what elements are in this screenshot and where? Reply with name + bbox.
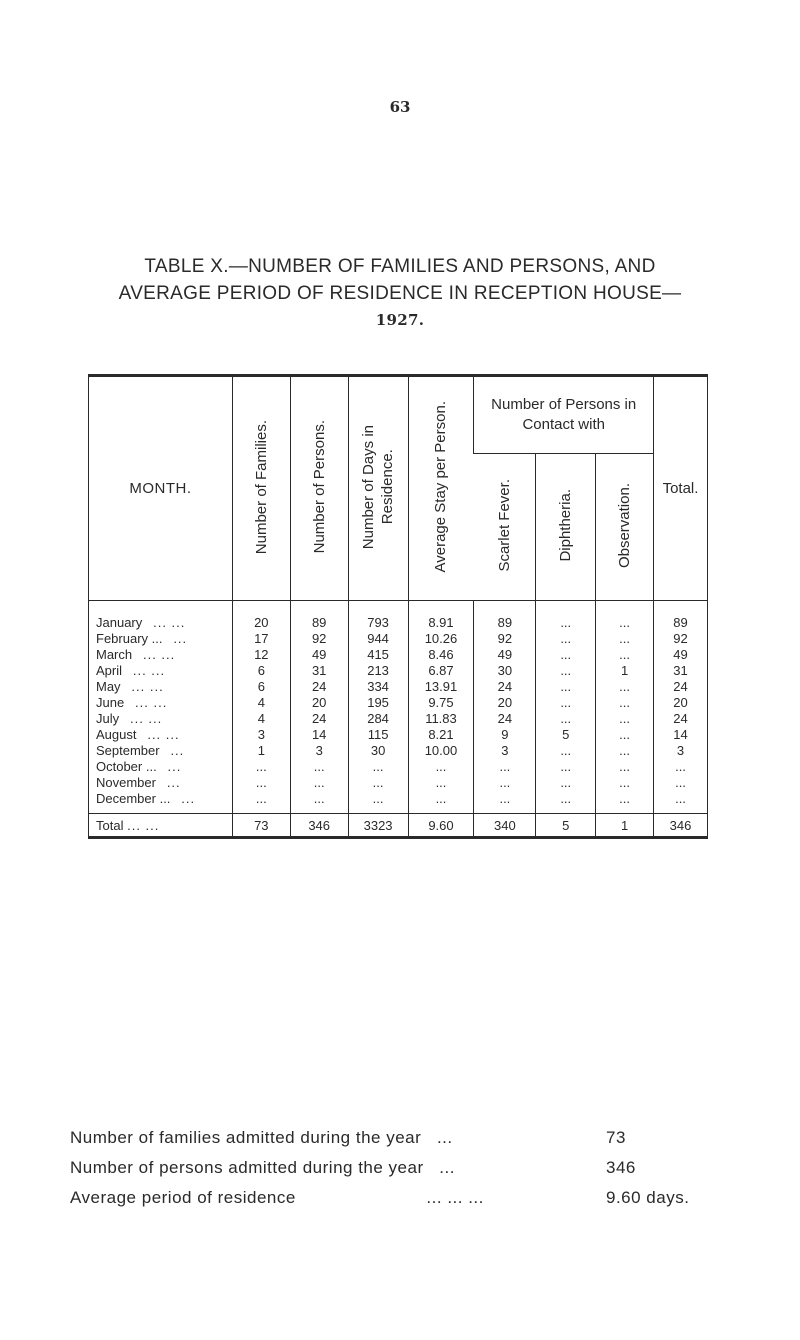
total-families: 73: [232, 814, 290, 838]
families-cell: 12: [232, 647, 290, 663]
persons-cell: 24: [290, 711, 348, 727]
summary-leader: ...: [439, 1158, 455, 1177]
header-average-label: Average Stay per Person.: [432, 401, 450, 573]
table-row: [89, 695, 708, 711]
table-row: [89, 791, 708, 814]
total-cell: 24: [654, 679, 708, 695]
days-cell: ...: [348, 759, 408, 775]
month-leader: ... ...: [142, 647, 176, 662]
month-cell: [89, 791, 233, 814]
table-row: [89, 647, 708, 663]
observation-cell: ...: [596, 647, 654, 663]
header-diphtheria: [536, 454, 596, 601]
average-cell: 8.46: [408, 647, 474, 663]
average-cell: ...: [408, 775, 474, 791]
scarlet-cell: 9: [474, 727, 536, 743]
observation-cell: ...: [596, 601, 654, 632]
table-title: [40, 253, 760, 334]
total-total: 346: [654, 814, 708, 838]
month-label: June: [96, 695, 125, 710]
total-scarlet: 340: [474, 814, 536, 838]
month-cell: [89, 679, 233, 695]
families-cell: 6: [232, 663, 290, 679]
diphtheria-cell: ...: [536, 775, 596, 791]
diphtheria-cell: ...: [536, 647, 596, 663]
header-scarlet-label: Scarlet Fever.: [496, 479, 514, 572]
average-cell: 8.91: [408, 601, 474, 632]
page-number: 63: [389, 98, 411, 116]
diphtheria-cell: ...: [536, 631, 596, 647]
summary-label: Average period of residence: [70, 1188, 296, 1207]
total-persons: 346: [290, 814, 348, 838]
average-cell: 8.21: [408, 727, 474, 743]
total-leader: ... ...: [127, 818, 160, 833]
persons-cell: 92: [290, 631, 348, 647]
days-cell: 115: [348, 727, 408, 743]
month-leader: ... ...: [131, 679, 164, 694]
month-leader: ... ...: [153, 615, 186, 630]
total-cell: ...: [654, 791, 708, 814]
table-row: [89, 601, 708, 632]
table-row: [89, 775, 708, 791]
table-row: [89, 743, 708, 759]
month-leader: ...: [166, 775, 181, 790]
month-label: October ...: [96, 759, 157, 774]
observation-cell: ...: [596, 759, 654, 775]
average-cell: 13.91: [408, 679, 474, 695]
title-year: 1927.: [375, 311, 425, 329]
days-cell: ...: [348, 791, 408, 814]
header-average: [408, 376, 474, 601]
total-cell: ...: [654, 775, 708, 791]
average-cell: 11.83: [408, 711, 474, 727]
month-cell: [89, 601, 233, 632]
diphtheria-cell: 5: [536, 727, 596, 743]
total-month-cell: [89, 814, 233, 838]
total-cell: 89: [654, 601, 708, 632]
families-cell: 6: [232, 679, 290, 695]
table-row: [89, 759, 708, 775]
scarlet-cell: 24: [474, 711, 536, 727]
average-cell: 10.00: [408, 743, 474, 759]
total-cell: 3: [654, 743, 708, 759]
summary-label: Number of persons admitted during the year: [70, 1158, 424, 1177]
scarlet-cell: 49: [474, 647, 536, 663]
total-cell: 92: [654, 631, 708, 647]
summary-value: 73: [606, 1128, 626, 1147]
month-label: January: [96, 615, 143, 630]
days-cell: 415: [348, 647, 408, 663]
average-cell: 9.75: [408, 695, 474, 711]
header-contact-group: Number of Persons in Contact with: [474, 376, 654, 454]
header-month: MONTH.: [89, 376, 233, 601]
observation-cell: ...: [596, 791, 654, 814]
header-families-label: Number of Families.: [252, 419, 270, 555]
scarlet-cell: ...: [474, 775, 536, 791]
month-cell: [89, 647, 233, 663]
summary-row: [70, 1123, 626, 1153]
observation-cell: ...: [596, 695, 654, 711]
observation-cell: 1: [596, 663, 654, 679]
observation-cell: ...: [596, 679, 654, 695]
summary-value: 346: [606, 1158, 636, 1177]
total-cell: 14: [654, 727, 708, 743]
header-persons-label: Number of Persons.: [310, 420, 328, 554]
observation-cell: ...: [596, 775, 654, 791]
scarlet-cell: 92: [474, 631, 536, 647]
total-diphtheria: 5: [536, 814, 596, 838]
title-line-1: TABLE X.—NUMBER OF FAMILIES AND PERSONS, AND: [144, 256, 656, 277]
total-cell: 24: [654, 711, 708, 727]
days-cell: 195: [348, 695, 408, 711]
average-cell: 6.87: [408, 663, 474, 679]
table-row: [89, 711, 708, 727]
header-total: Total.: [654, 376, 708, 601]
scarlet-cell: 89: [474, 601, 536, 632]
header-persons: [290, 376, 348, 601]
total-days: 3323: [348, 814, 408, 838]
diphtheria-cell: ...: [536, 711, 596, 727]
month-cell: [89, 663, 233, 679]
persons-cell: 3: [290, 743, 348, 759]
observation-cell: ...: [596, 743, 654, 759]
days-cell: 793: [348, 601, 408, 632]
families-cell: 4: [232, 695, 290, 711]
total-average: 9.60: [408, 814, 474, 838]
header-observation-label: Observation.: [616, 482, 634, 569]
month-cell: [89, 775, 233, 791]
families-cell: ...: [232, 791, 290, 814]
summary-label: Number of families admitted during the year: [70, 1128, 422, 1147]
header-scarlet: [474, 454, 536, 601]
table-row: [89, 679, 708, 695]
table-row: [89, 727, 708, 743]
month-label: November: [96, 775, 156, 790]
total-cell: 31: [654, 663, 708, 679]
diphtheria-cell: ...: [536, 759, 596, 775]
diphtheria-cell: ...: [536, 663, 596, 679]
persons-cell: 49: [290, 647, 348, 663]
month-cell: [89, 711, 233, 727]
header-days-line-2: Residence.: [379, 449, 397, 525]
scarlet-cell: 24: [474, 679, 536, 695]
persons-cell: 89: [290, 601, 348, 632]
scarlet-cell: 3: [474, 743, 536, 759]
families-cell: ...: [232, 759, 290, 775]
observation-cell: ...: [596, 727, 654, 743]
total-label: Total: [96, 818, 124, 833]
diphtheria-cell: ...: [536, 679, 596, 695]
month-label: March: [96, 647, 133, 662]
families-cell: 4: [232, 711, 290, 727]
summary-value: 9.60 days.: [606, 1188, 690, 1207]
observation-cell: ...: [596, 711, 654, 727]
summary-block: [70, 1123, 690, 1213]
month-label: July: [96, 711, 120, 726]
diphtheria-cell: ...: [536, 743, 596, 759]
diphtheria-cell: ...: [536, 791, 596, 814]
table-row: [89, 631, 708, 647]
month-leader: ... ...: [132, 663, 166, 678]
total-cell: 49: [654, 647, 708, 663]
days-cell: ...: [348, 775, 408, 791]
month-cell: [89, 759, 233, 775]
days-cell: 944: [348, 631, 408, 647]
scarlet-cell: ...: [474, 759, 536, 775]
month-cell: [89, 743, 233, 759]
scarlet-cell: 30: [474, 663, 536, 679]
families-cell: 1: [232, 743, 290, 759]
persons-cell: 14: [290, 727, 348, 743]
average-cell: ...: [408, 791, 474, 814]
month-leader: ...: [173, 631, 188, 646]
table-row: [89, 663, 708, 679]
month-leader: ... ...: [129, 711, 163, 726]
month-label: December ...: [96, 791, 171, 806]
persons-cell: ...: [290, 759, 348, 775]
residence-table: [88, 374, 708, 839]
month-label: February ...: [96, 631, 163, 646]
month-label: May: [96, 679, 121, 694]
header-diphtheria-label: Diphtheria.: [557, 489, 575, 562]
month-leader: ... ...: [147, 727, 180, 742]
scarlet-cell: 20: [474, 695, 536, 711]
scarlet-cell: ...: [474, 791, 536, 814]
persons-cell: ...: [290, 791, 348, 814]
diphtheria-cell: ...: [536, 695, 596, 711]
summary-leader: ... ... ...: [426, 1188, 484, 1207]
month-leader: ...: [181, 791, 196, 806]
month-leader: ...: [170, 743, 185, 758]
header-observation: [596, 454, 654, 601]
families-cell: 3: [232, 727, 290, 743]
persons-cell: ...: [290, 775, 348, 791]
families-cell: ...: [232, 775, 290, 791]
header-days-label: [359, 425, 397, 549]
summary-leader: ...: [436, 1128, 453, 1147]
total-cell: ...: [654, 759, 708, 775]
persons-cell: 20: [290, 695, 348, 711]
month-label: September: [96, 743, 160, 758]
average-cell: 10.26: [408, 631, 474, 647]
days-cell: 284: [348, 711, 408, 727]
month-label: April: [96, 663, 123, 678]
average-cell: ...: [408, 759, 474, 775]
summary-row: [70, 1183, 690, 1213]
month-leader: ... ...: [135, 695, 168, 710]
header-families: [232, 376, 290, 601]
days-cell: 334: [348, 679, 408, 695]
families-cell: 20: [232, 601, 290, 632]
month-cell: [89, 695, 233, 711]
header-days: [348, 376, 408, 601]
month-cell: [89, 631, 233, 647]
persons-cell: 31: [290, 663, 348, 679]
total-row: [89, 814, 708, 838]
days-cell: 30: [348, 743, 408, 759]
total-cell: 20: [654, 695, 708, 711]
month-cell: [89, 727, 233, 743]
days-cell: 213: [348, 663, 408, 679]
persons-cell: 24: [290, 679, 348, 695]
header-days-line-1: Number of Days in: [360, 424, 378, 550]
total-observation: 1: [596, 814, 654, 838]
summary-row: [70, 1153, 636, 1183]
diphtheria-cell: ...: [536, 601, 596, 632]
month-leader: ...: [167, 759, 182, 774]
month-label: August: [96, 727, 137, 742]
title-line-2: AVERAGE PERIOD OF RESIDENCE IN RECEPTION HOUSE—: [118, 283, 682, 304]
observation-cell: ...: [596, 631, 654, 647]
families-cell: 17: [232, 631, 290, 647]
